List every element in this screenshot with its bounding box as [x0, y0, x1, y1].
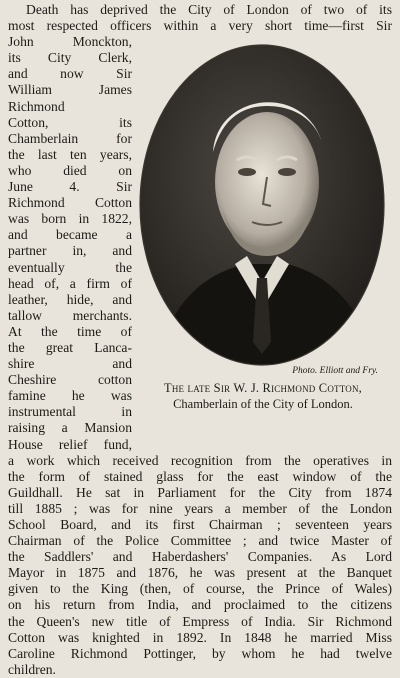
- wide-line: the Saddlers' and Haberdashers' Companies. As Lord: [8, 549, 392, 565]
- narrow-line: Cotton, its: [8, 114, 132, 130]
- narrow-line: and now Sir: [8, 66, 132, 82]
- intro-line: Death has deprived the City of London of two of its: [26, 2, 392, 17]
- narrow-line: its City Clerk,: [8, 50, 132, 66]
- narrow-line: At the time of: [8, 323, 132, 339]
- narrow-line: head of, a firm of: [8, 275, 132, 291]
- narrow-line: who died on: [8, 162, 132, 178]
- wide-line: Mayor in 1875 and 1876, he was present at the Banquet: [8, 565, 392, 581]
- wide-line: the form of stained glass for the east window of the: [8, 468, 392, 484]
- narrow-line: Chamberlain for: [8, 130, 132, 146]
- narrow-line: shire and: [8, 356, 132, 372]
- wide-line: a work which received recognition from the operatives in: [8, 452, 392, 468]
- narrow-line: the great Lanca-: [8, 339, 132, 355]
- photo-caption: [128, 380, 398, 412]
- narrow-line: leather, hide, and: [8, 291, 132, 307]
- narrow-line: Richmond Cotton: [8, 195, 132, 211]
- narrow-line: tallow merchants.: [8, 307, 132, 323]
- article-continuation: [8, 453, 392, 678]
- narrow-line: John Monckton,: [8, 34, 132, 50]
- narrow-line: partner in, and: [8, 243, 132, 259]
- wide-line: given to the King (then, of course, the Prince of Wales): [8, 581, 392, 597]
- photo-credit: Photo. Elliott and Fry.: [292, 366, 378, 376]
- wide-line: Guildhall. He sat in Parliament for the City from 1874: [8, 484, 392, 500]
- caption-name: The late Sir W. J. Richmond Cotton,: [164, 381, 362, 395]
- wide-line: on his return from India, and proclaimed to the citizens: [8, 597, 392, 613]
- portrait-oval-image: [137, 42, 387, 368]
- narrow-line: instrumental in: [8, 404, 132, 420]
- intro-line: most respected officers within a very short time—first Sir: [8, 18, 392, 34]
- narrow-line: famine he was: [8, 388, 132, 404]
- wide-line: the Queen's new title of Empress of India. Sir Richmond: [8, 613, 392, 629]
- narrow-line: and became a: [8, 227, 132, 243]
- narrow-line: William James: [8, 82, 132, 98]
- narrow-line: raising a Mansion: [8, 420, 132, 436]
- wide-line: Cotton was knighted in 1892. In 1848 he married Miss: [8, 629, 392, 645]
- wide-line: School Board, and its first Chairman ; seventeen years: [8, 517, 392, 532]
- wide-line: Chairman of the Police Committee ; and twice Master of: [8, 533, 392, 549]
- wide-line: Caroline Richmond Pottinger, by whom he had twelve: [8, 645, 392, 661]
- article-intro: [8, 2, 392, 34]
- wide-line: children.: [8, 661, 56, 677]
- narrow-line: was born in 1822,: [8, 211, 132, 227]
- narrow-line: eventually the: [8, 259, 132, 275]
- narrow-line: June 4. Sir: [8, 179, 132, 195]
- narrow-line: House relief fund,: [8, 436, 132, 452]
- wide-line: till 1885 ; was for nine years a member of the London: [8, 500, 392, 516]
- portrait-photo: [137, 42, 387, 368]
- caption-title: Chamberlain of the City of London.: [173, 397, 353, 411]
- narrow-line: Richmond: [8, 98, 65, 114]
- narrow-line: the last ten years,: [8, 146, 132, 162]
- narrow-line: Cheshire cotton: [8, 372, 132, 388]
